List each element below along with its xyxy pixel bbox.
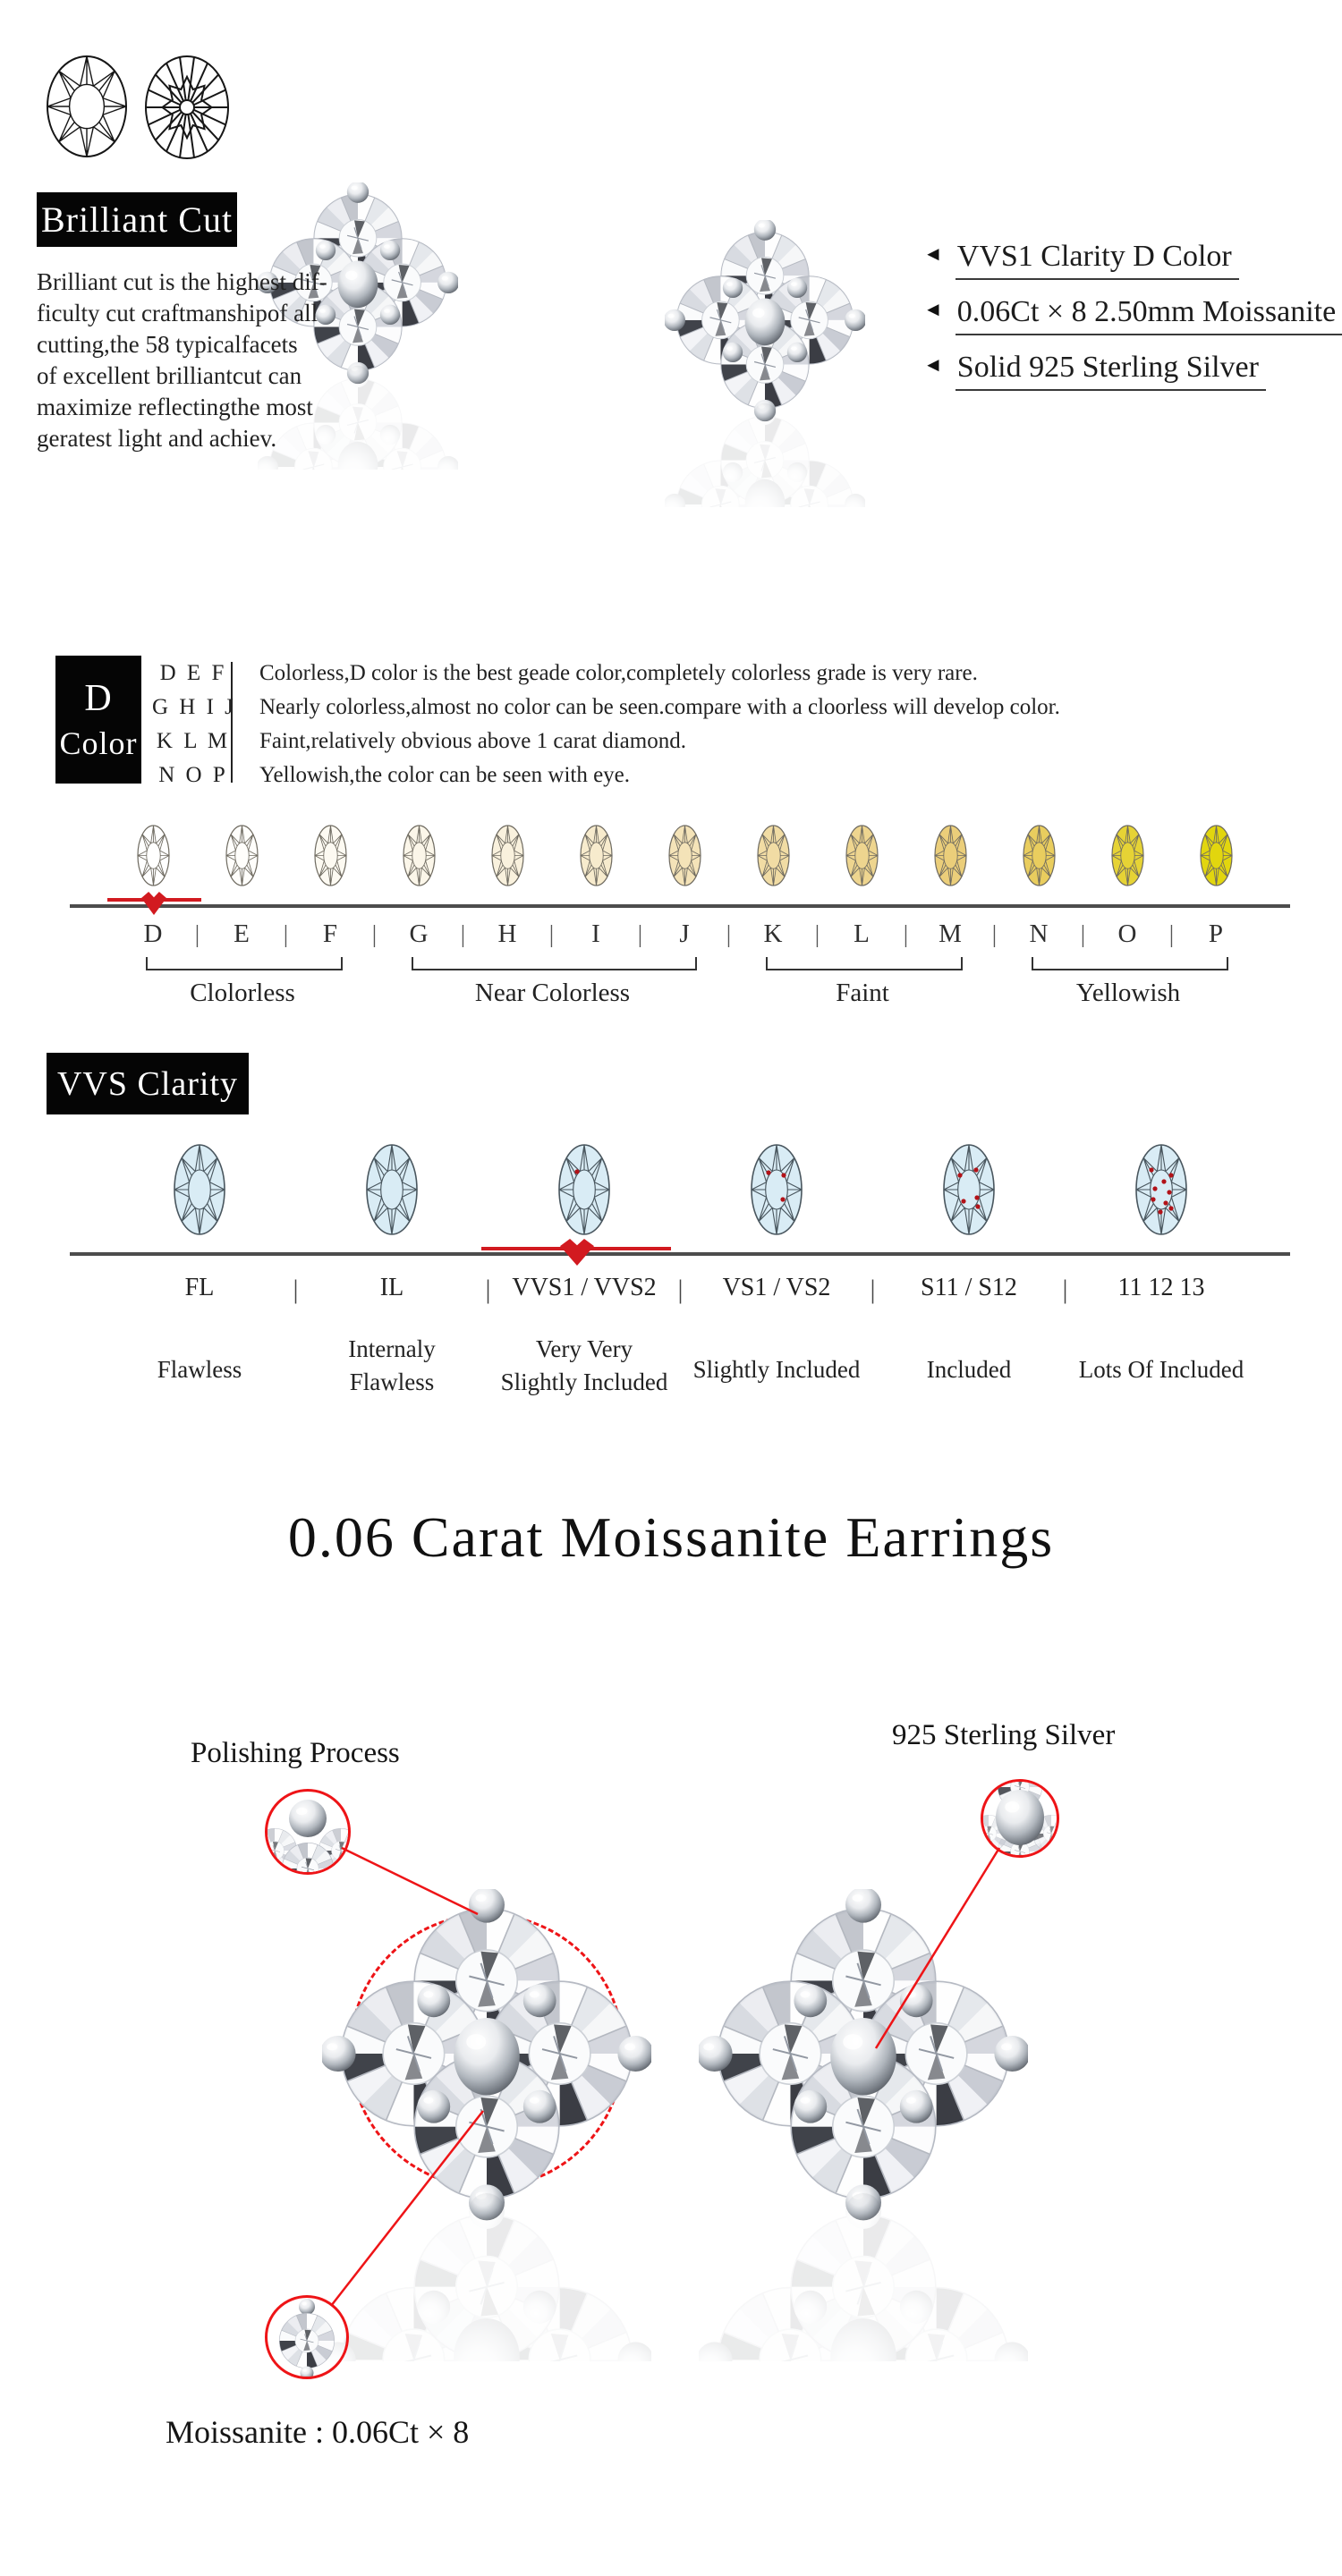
- brilliant-cut-banner: [37, 192, 237, 247]
- grade-letters: N O P: [158, 763, 228, 787]
- gem-icon: [1109, 823, 1146, 888]
- clarity-marker-icon: [559, 1238, 595, 1271]
- clarity-gem: [1134, 1142, 1189, 1241]
- color-letter: D: [143, 919, 163, 948]
- clarity-grade-label: FL: [184, 1274, 215, 1301]
- letter-separator: |: [1080, 920, 1086, 947]
- gem-icon: [224, 823, 260, 888]
- color-letter: M: [939, 919, 962, 948]
- clarity-grade-label: 11 12 13: [1117, 1274, 1205, 1301]
- color-gem: [224, 823, 260, 893]
- letter-separator: |: [460, 920, 466, 947]
- gem-icon: [1021, 823, 1057, 888]
- gem-icon: [749, 1142, 804, 1237]
- marker-icon: [559, 1238, 595, 1267]
- paragraph-line: geratest light and achiev.: [37, 425, 277, 452]
- gem-icon: [135, 823, 172, 888]
- bullet-arrow-icon: ◄: [923, 242, 943, 265]
- grade-separator: |: [485, 1275, 491, 1304]
- gem-icon: [755, 823, 792, 888]
- grade-description: Yellowish,the color can be seen with eye.: [259, 763, 631, 787]
- clarity-description: [669, 1353, 884, 1386]
- group-label: Yellowish: [1075, 979, 1181, 1007]
- grade-separator: |: [1062, 1275, 1068, 1304]
- grade-separator: |: [677, 1275, 684, 1304]
- clarity-description-line: Slightly Included: [500, 1368, 668, 1395]
- clarity-description-line: Slightly Included: [692, 1356, 861, 1383]
- clarity-grade-label: S11 / S12: [921, 1274, 1017, 1301]
- group-bracket: [412, 957, 697, 970]
- letter-separator: |: [637, 920, 643, 947]
- earring-reflection: [699, 2193, 1028, 2361]
- letter-separator: |: [991, 920, 998, 947]
- vvs-clarity-banner: [47, 1053, 249, 1114]
- feature-item: [923, 351, 1266, 391]
- gem-icon: [312, 823, 349, 888]
- gem-icon: [364, 1142, 420, 1237]
- color-scale-line: [70, 904, 1290, 908]
- clarity-gem: [749, 1142, 804, 1241]
- grade-separator: |: [870, 1275, 876, 1304]
- letter-separator: |: [903, 920, 909, 947]
- clarity-description: [477, 1333, 692, 1399]
- letter-separator: |: [283, 920, 289, 947]
- letter-separator: |: [1168, 920, 1175, 947]
- d-color-banner-line2: Color: [59, 724, 138, 761]
- earring-photo-bottom-right: [699, 1889, 1028, 2361]
- group-label: Near Colorless: [474, 979, 631, 1007]
- zoom-circle-silver: [981, 1779, 1059, 1858]
- gem-icon: [172, 1142, 227, 1237]
- color-gem: [578, 823, 615, 893]
- gem-icon: [556, 1142, 612, 1237]
- feature-label: Solid 925 Sterling Silver: [956, 351, 1266, 391]
- gem-icon: [578, 823, 615, 888]
- color-letter: I: [591, 919, 600, 948]
- grade-separator: |: [293, 1275, 299, 1304]
- group-bracket: [766, 957, 963, 970]
- color-letter: E: [234, 919, 250, 948]
- gem-icon: [1198, 823, 1235, 888]
- clarity-grade-label: VVS1 / VVS2: [512, 1274, 657, 1301]
- feature-item: [923, 240, 1239, 280]
- clarity-description-line: Very Very: [535, 1335, 633, 1362]
- group-label: Clolorless: [190, 979, 295, 1007]
- color-gem: [135, 823, 172, 893]
- feature-label: VVS1 Clarity D Color: [956, 240, 1239, 280]
- color-gem: [312, 823, 349, 893]
- grade-description: Faint,relatively obvious above 1 carat diamond.: [259, 729, 686, 753]
- zoom-circle-moissanite: [265, 2295, 349, 2379]
- bullet-arrow-icon: ◄: [923, 298, 943, 320]
- d-color-banner: [55, 656, 141, 784]
- gem-icon: [941, 1142, 997, 1237]
- letter-separator: |: [726, 920, 732, 947]
- color-letter: H: [497, 919, 517, 948]
- grade-description: Nearly colorless,almost no color can be seen.compare with a cloorless will develop color.: [259, 695, 1060, 719]
- diamond-sketch-crown-icon: [45, 54, 129, 164]
- color-gem: [844, 823, 880, 893]
- letter-separator: |: [814, 920, 820, 947]
- color-gem: [1109, 823, 1146, 893]
- paragraph-line: of excellent brilliantcut can: [37, 362, 302, 389]
- letter-separator: |: [194, 920, 200, 947]
- color-gem: [489, 823, 526, 893]
- earring-photo-top-right: [665, 220, 865, 507]
- color-marker-icon: [140, 891, 167, 920]
- color-letter: L: [854, 919, 870, 948]
- grade-letters: K L M: [156, 729, 231, 753]
- paragraph-line: Brilliant cut is the highest dif-: [37, 268, 327, 295]
- marker-icon: [140, 891, 167, 916]
- grade-letters: D E F: [159, 661, 227, 685]
- clarity-description: [285, 1333, 499, 1399]
- color-letter: N: [1029, 919, 1049, 948]
- color-letter: G: [409, 919, 429, 948]
- paragraph-line: cutting,the 58 typicalfacets: [37, 331, 298, 358]
- clarity-description-line: Lots Of Included: [1078, 1356, 1244, 1383]
- color-letter: O: [1117, 919, 1137, 948]
- clarity-description: [92, 1353, 307, 1386]
- product-title: 0.06 Carat Moissanite Earrings: [287, 1505, 1055, 1569]
- clarity-description-line: Included: [926, 1356, 1012, 1383]
- clarity-gem: [172, 1142, 227, 1241]
- gem-icon: [489, 823, 526, 888]
- group-bracket: [1032, 957, 1228, 970]
- color-gem: [932, 823, 969, 893]
- clarity-description-line: Flawless: [157, 1356, 242, 1383]
- color-letter: F: [322, 919, 338, 948]
- clarity-grade-label: VS1 / VS2: [722, 1274, 831, 1301]
- letter-separator: |: [371, 920, 378, 947]
- clarity-description-line: Flawless: [349, 1368, 435, 1395]
- sterling-silver-label: 925 Sterling Silver: [892, 1719, 1116, 1751]
- gem-icon: [932, 823, 969, 888]
- gem-icon: [45, 54, 129, 159]
- brilliant-cut-title: Brilliant Cut: [40, 199, 234, 240]
- clarity-description: [862, 1353, 1076, 1386]
- feature-item: [923, 295, 1342, 335]
- gem-icon: [1134, 1142, 1189, 1237]
- group-bracket: [146, 957, 343, 970]
- earring-reflection: [322, 2193, 651, 2361]
- earring-reflection: [665, 403, 865, 507]
- moissanite-count-label: Moissanite : 0.06Ct × 8: [166, 2414, 470, 2450]
- group-label: Faint: [836, 979, 889, 1007]
- color-gem: [401, 823, 437, 893]
- gem-icon: [667, 823, 703, 888]
- color-gem: [1198, 823, 1235, 893]
- gem-icon: [401, 823, 437, 888]
- clarity-gem: [556, 1142, 612, 1241]
- clarity-grade-label: IL: [379, 1274, 404, 1301]
- zoom-circle-polishing: [265, 1789, 351, 1875]
- clarity-description: [1054, 1353, 1269, 1386]
- diamond-sketch-pavilion-icon: [143, 54, 231, 165]
- clarity-description-line: Internaly: [348, 1335, 436, 1362]
- color-letter: J: [679, 919, 690, 948]
- color-letter: K: [763, 919, 783, 948]
- color-gem: [667, 823, 703, 893]
- grade-letters: G H I J: [152, 695, 236, 719]
- clarity-gem: [941, 1142, 997, 1241]
- bullet-arrow-icon: ◄: [923, 353, 943, 376]
- d-color-banner-line1: D: [84, 677, 113, 719]
- feature-label: 0.06Ct × 8 2.50mm Moissanite: [956, 295, 1342, 335]
- earring-photo-bottom-left: [322, 1889, 651, 2361]
- grade-description: Colorless,D color is the best geade color,completely colorless grade is very rare.: [259, 661, 978, 685]
- paragraph-line: ficulty cut craftmanshipof all: [37, 300, 319, 326]
- gem-icon: [844, 823, 880, 888]
- gem-icon: [143, 54, 231, 161]
- polishing-process-label: Polishing Process: [191, 1737, 400, 1769]
- vvs-clarity-title: VVS Clarity: [56, 1064, 239, 1103]
- clarity-scale-line: [70, 1252, 1290, 1256]
- clarity-gem: [364, 1142, 420, 1241]
- paragraph-line: maximize reflectingthe most: [37, 394, 313, 420]
- color-gem: [755, 823, 792, 893]
- letter-separator: |: [548, 920, 555, 947]
- color-letter: P: [1208, 919, 1224, 948]
- color-gem: [1021, 823, 1057, 893]
